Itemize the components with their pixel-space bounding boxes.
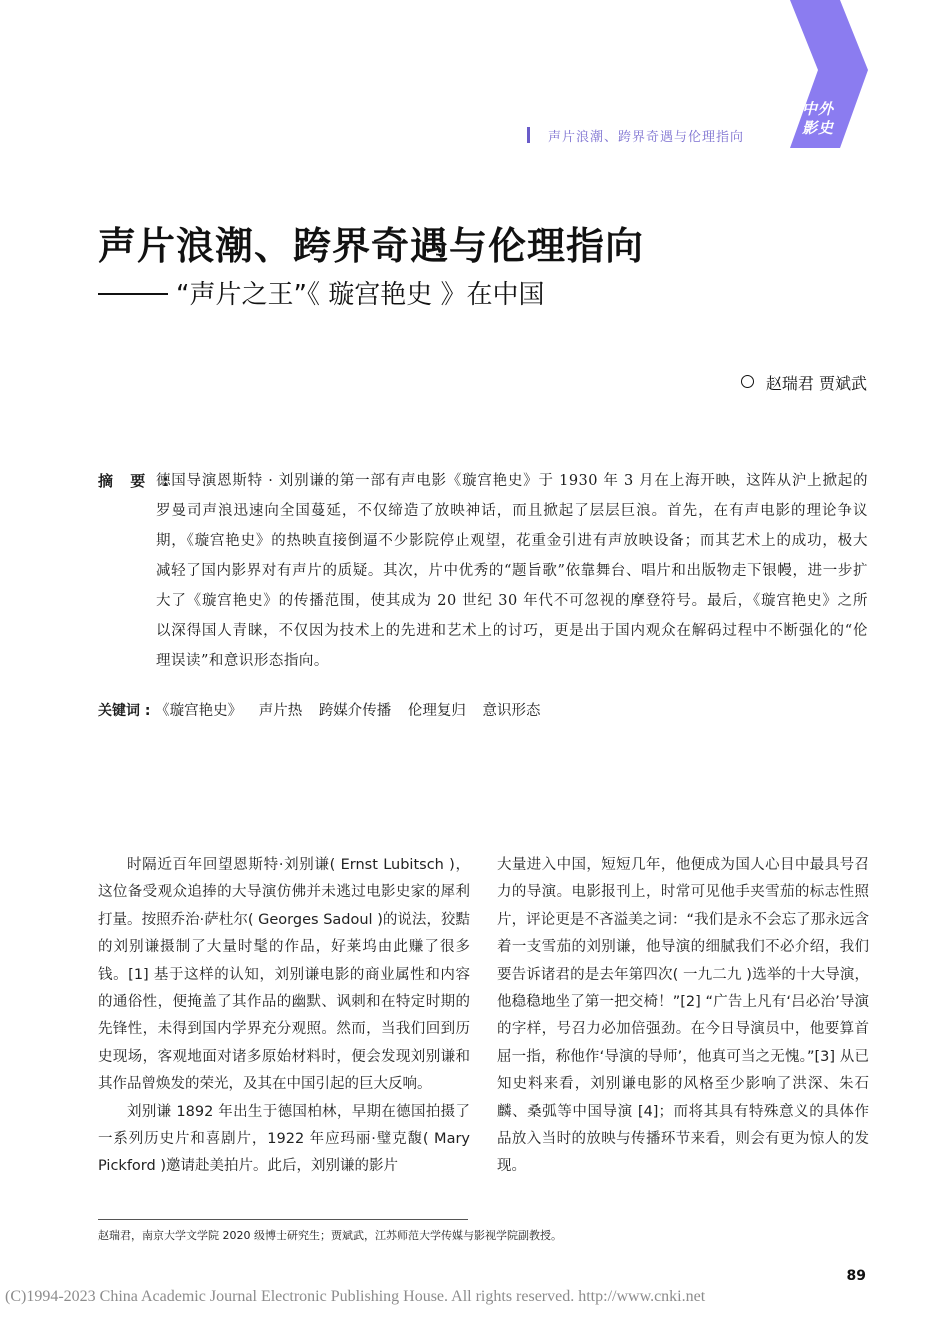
author-names: 赵瑞君 贾斌武 xyxy=(765,374,867,393)
abstract-label: 摘 要 : xyxy=(98,472,175,490)
article-subtitle xyxy=(98,274,544,311)
footnote-rule xyxy=(98,1219,468,1220)
keyword: 意识形态 xyxy=(482,703,541,719)
section-tag xyxy=(792,100,844,138)
keyword: 伦理复归 xyxy=(407,703,466,719)
section-tag-line2: 影史 xyxy=(801,119,834,137)
body-paragraph: 时隔近百年回望恩斯特·刘别谦( Ernst Lubitsch )，这位备受观众追捧的大导演仿佛并未逃过电影史家的犀利打量。按照乔治·萨杜尔( Georges Sadoul )的说法，狡黠的刘别谦摄制了大量时髦的作品，好莱坞由此赚了很多钱。[1] 基于这样的认知，刘别谦电影的商业属性和内容的通俗性，便掩盖了其作品的幽默、讽刺和在特定时期的先锋性，未得到国内学界充分观照。然而，当我们回到历史现场，客观地面对诸多原始材料时，便会发现刘别谦和其作品曾焕发的荣光，及其在中国引起的巨大反响。 xyxy=(98,857,470,1093)
body-column-right xyxy=(497,852,869,1181)
body-paragraph: 大量进入中国，短短几年，他便成为国人心目中最具号召力的导演。电影报刊上，时常可见他手夹雪茄的标志性照片，评论更是不吝溢美之词：“我们是永不会忘了那永远含着一支雪茄的刘别谦，他导演的细腻我们不必介绍，我们要告诉诸君的是去年第四次( 一九二九 )选举的十大导演，他稳稳地坐了第一把交椅！”[2] “广告上凡有‘吕必治’导演的字样，号召力必加倍强劲。在今日导演员中，他要算首屈一指，称他作‘导演的导师’，他真可当之无愧。”[3] 从已知史料来看，刘别谦电影的风格至少影响了洪深、朱石麟、桑弧等中国导演 [4]；而将其具有特殊意义的具体作品放入当时的放映与传播环节来看，则会有更为惊人的发现。 xyxy=(497,857,869,1175)
section-tag-line1: 中外 xyxy=(801,100,834,118)
keywords xyxy=(98,699,868,720)
keywords-label: 关键词 : xyxy=(98,703,151,719)
author-footnote: 赵瑞君，南京大学文学院 2020 级博士研究生；贾斌武，江苏师范大学传媒与影视学院副教授。 xyxy=(98,1229,562,1242)
abstract-text: 德国导演恩斯特 · 刘别谦的第一部有声电影《璇宫艳史》于 1930 年 3 月在上海开映，这阵从沪上掀起的罗曼司声浪迅速向全国蔓延，不仅缔造了放映神话，而且掀起了层层巨浪。首先，在有声电影的理论争议期，《璇宫艳史》的热映直接倒逼不少影院停止观望，花重金引进有声放映设备；而其艺术上的成功，极大减轻了国内影界对有声片的质疑。其次，片中优秀的“题旨歌”依靠舞台、唱片和出版物走下银幔，进一步扩大了《璇宫艳史》的传播范围，使其成为 20 世纪 30 年代不可忽视的摩登符号。最后，《璇宫艳史》之所以深得国人青睐，不仅因为技术上的先进和艺术上的讨巧，更是出于国内观众在解码过程中不断强化的“伦理误读”和意识形态指向。 xyxy=(156,473,868,669)
copyright-notice: (C)1994-2023 China Academic Journal Electronic Publishing House. All rights reserved. http://www.cnki.net xyxy=(5,1288,706,1305)
body-column-left xyxy=(98,852,470,1181)
article-title: 声片浪潮、跨界奇遇与伦理指向 xyxy=(98,223,645,268)
abstract xyxy=(98,466,868,676)
page-number: 89 xyxy=(846,1268,866,1284)
keyword: 声片热 xyxy=(258,703,303,719)
subtitle-dash xyxy=(98,293,168,295)
running-title-bar xyxy=(527,127,530,143)
authors xyxy=(741,371,867,394)
body-paragraph: 刘别谦 1892 年出生于德国柏林，早期在德国拍摄了一系列历史片和喜剧片，1922 年应玛丽·璧克馥( Mary Pickford )邀请赴美拍片。此后，刘别谦的影片 xyxy=(98,1103,470,1175)
subtitle-text: “声片之王”《 璇宫艳史 》在中国 xyxy=(176,280,545,310)
author-circle-icon xyxy=(741,375,754,388)
running-title: 声片浪潮、跨界奇遇与伦理指向 xyxy=(548,130,745,145)
keyword: 《璇宫艳史》 xyxy=(155,703,243,719)
keyword: 跨媒介传播 xyxy=(318,703,392,719)
